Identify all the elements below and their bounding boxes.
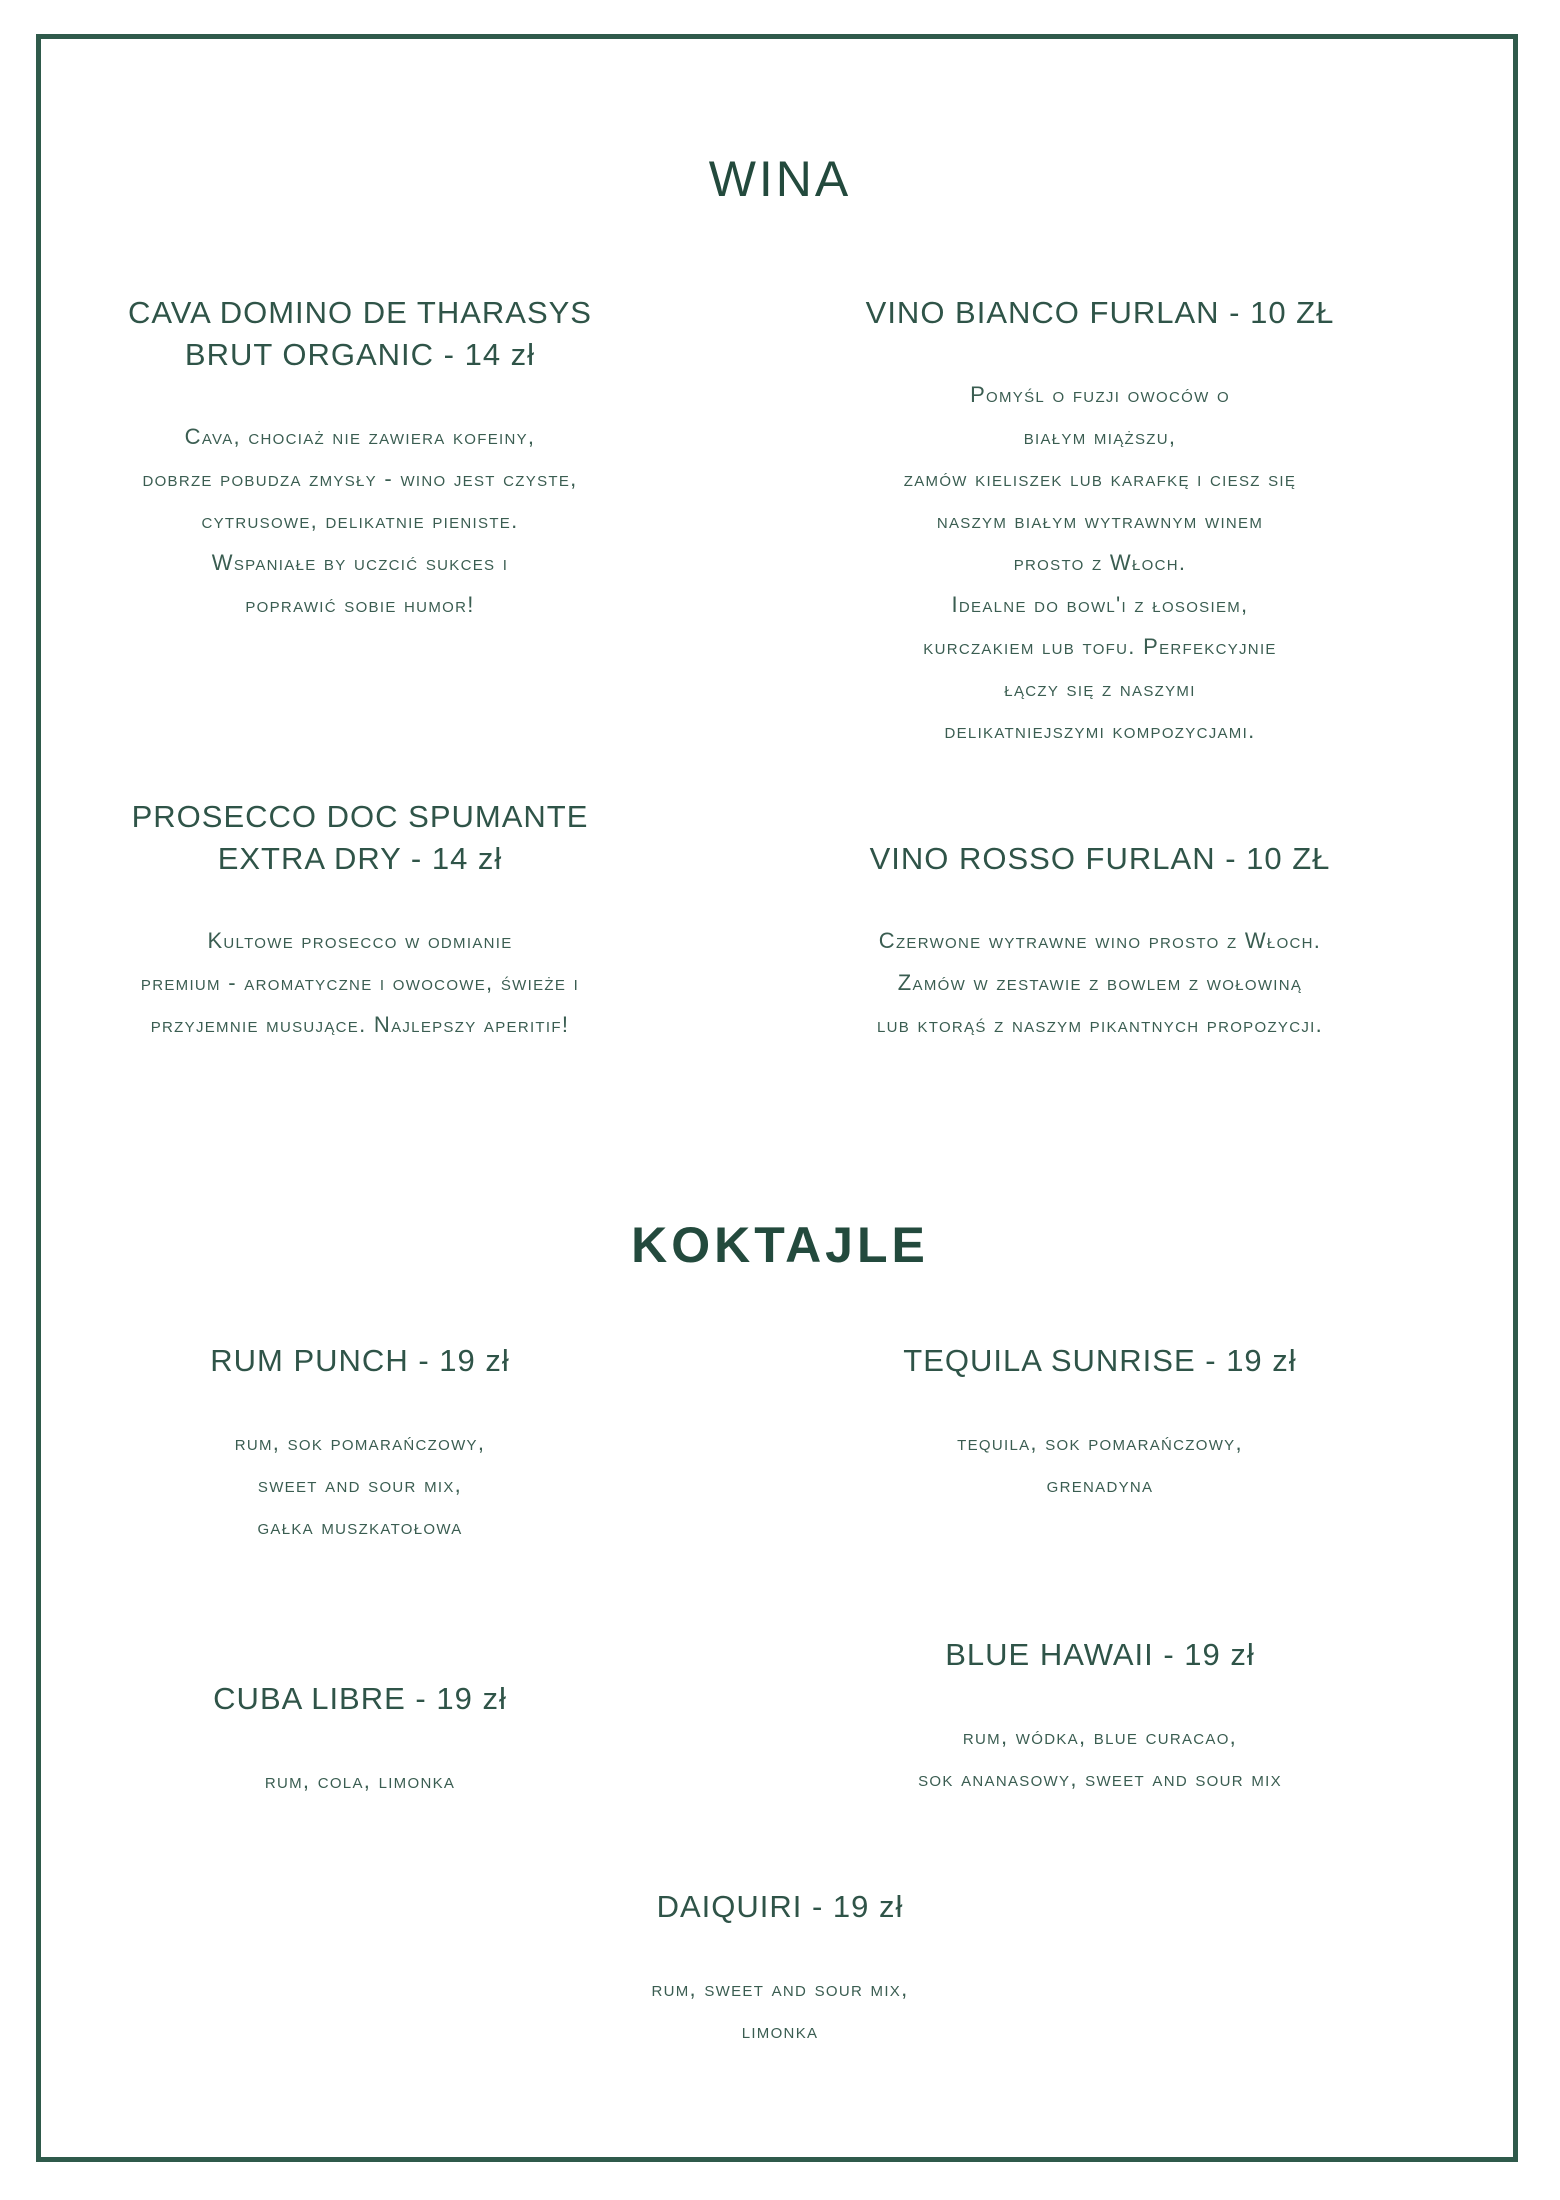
item-title-line: EXTRA DRY - 14 zł: [217, 841, 503, 876]
item-desc-line: łączy się z naszymi: [1004, 676, 1196, 701]
item-desc-line: tequila, sok pomarańczowy,: [957, 1430, 1243, 1455]
item-title: [60, 1340, 660, 1382]
item-title-line: CAVA DOMINO DE THARASYS: [128, 295, 592, 330]
cocktail-item-daiquiri: [480, 1886, 1080, 2052]
item-desc-line: Wspaniałe by uczcić sukces i: [211, 550, 509, 575]
item-desc-line: grenadyna: [1046, 1472, 1154, 1497]
item-description: [780, 374, 1420, 752]
item-title-line: BRUT ORGANIC - 14 zł: [184, 337, 536, 372]
item-title-line: VINO ROSSO FURLAN - 10 ZŁ: [869, 841, 1331, 876]
item-desc-line: naszym białym wytrawnym winem: [936, 508, 1264, 533]
item-desc-line: Cava, chociaż nie zawiera kofeiny,: [184, 424, 536, 449]
item-desc-line: sweet and sour mix,: [257, 1472, 463, 1497]
item-title: [60, 796, 660, 880]
cocktail-item-blue-hawaii: [780, 1634, 1420, 1800]
item-description: [780, 1422, 1420, 1506]
item-desc-line: Pomyśl o fuzji owoców o: [970, 382, 1230, 407]
cocktail-item-tequila-sunrise: [780, 1340, 1420, 1506]
item-desc-line: dobrze pobudza zmysły - wino jest czyste,: [142, 466, 578, 491]
section-title-wines: WINA: [708, 151, 852, 207]
item-desc-line: zamów kieliszek lub karafkę i ciesz się: [903, 466, 1297, 491]
wine-item-prosecco: [60, 796, 660, 1046]
wine-item-bianco: [780, 292, 1420, 752]
item-title: [780, 1340, 1420, 1382]
item-desc-line: cytrusowe, delikatnie pieniste.: [201, 508, 519, 533]
cocktail-item-rum-punch: [60, 1340, 660, 1548]
wine-item-cava: [60, 292, 660, 626]
item-desc-line: Idealne do bowl'i z łososiem,: [951, 592, 1249, 617]
item-title-line: BLUE HAWAII - 19 zł: [945, 1637, 1255, 1672]
item-desc-line: poprawić sobie humor!: [245, 592, 475, 617]
item-description: [60, 1422, 660, 1548]
item-description: [780, 1716, 1420, 1800]
wine-item-rosso: [780, 838, 1420, 1046]
item-desc-line: gałka muszkatołowa: [257, 1514, 463, 1539]
item-description: [60, 920, 660, 1046]
item-desc-line: premium - aromatyczne i owocowe, świeże i: [140, 970, 580, 995]
item-desc-line: sok ananasowy, sweet and sour mix: [918, 1766, 1282, 1791]
item-title-line: VINO BIANCO FURLAN - 10 ZŁ: [865, 295, 1335, 330]
item-title-line: TEQUILA SUNRISE - 19 zł: [903, 1343, 1297, 1378]
item-desc-line: kurczakiem lub tofu. Perfekcyjnie: [923, 634, 1277, 659]
section-title-cocktails: KOKTAJLE: [631, 1217, 929, 1273]
item-description: [480, 1968, 1080, 2052]
item-desc-line: Zamów w zestawie z bowlem z wołowiną: [897, 970, 1303, 995]
item-title-line: DAIQUIRI - 19 zł: [656, 1889, 904, 1924]
item-desc-line: limonka: [741, 2018, 819, 2043]
item-desc-line: rum, sok pomarańczowy,: [234, 1430, 486, 1455]
item-desc-line: białym miąższu,: [1023, 424, 1177, 449]
item-desc-line: delikatniejszymi kompozycjami.: [944, 718, 1256, 743]
item-title: [780, 1634, 1420, 1676]
item-title: [780, 838, 1420, 880]
item-desc-line: prosto z Włoch.: [1013, 550, 1187, 575]
item-title: [60, 1678, 660, 1720]
item-title-line: PROSECCO DOC SPUMANTE: [131, 799, 589, 834]
item-desc-line: rum, cola, limonka: [264, 1768, 456, 1793]
item-description: [60, 416, 660, 626]
item-title: [780, 292, 1420, 334]
item-description: [60, 1760, 660, 1802]
item-desc-line: rum, wódka, blue curacao,: [962, 1724, 1238, 1749]
item-desc-line: rum, sweet and sour mix,: [651, 1976, 909, 2001]
item-title: [60, 292, 660, 376]
item-desc-line: lub ktorąś z naszym pikantnych propozycji.: [876, 1012, 1324, 1037]
item-desc-line: Kultowe prosecco w odmianie: [207, 928, 513, 953]
item-title-line: RUM PUNCH - 19 zł: [210, 1343, 510, 1378]
item-desc-line: Czerwone wytrawne wino prosto z Włoch.: [878, 928, 1322, 953]
item-description: [780, 920, 1420, 1046]
item-title: [480, 1886, 1080, 1928]
item-desc-line: przyjemnie musujące. Najlepszy aperitif!: [150, 1012, 570, 1037]
item-title-line: CUBA LIBRE - 19 zł: [213, 1681, 507, 1716]
cocktail-item-cuba-libre: [60, 1678, 660, 1802]
